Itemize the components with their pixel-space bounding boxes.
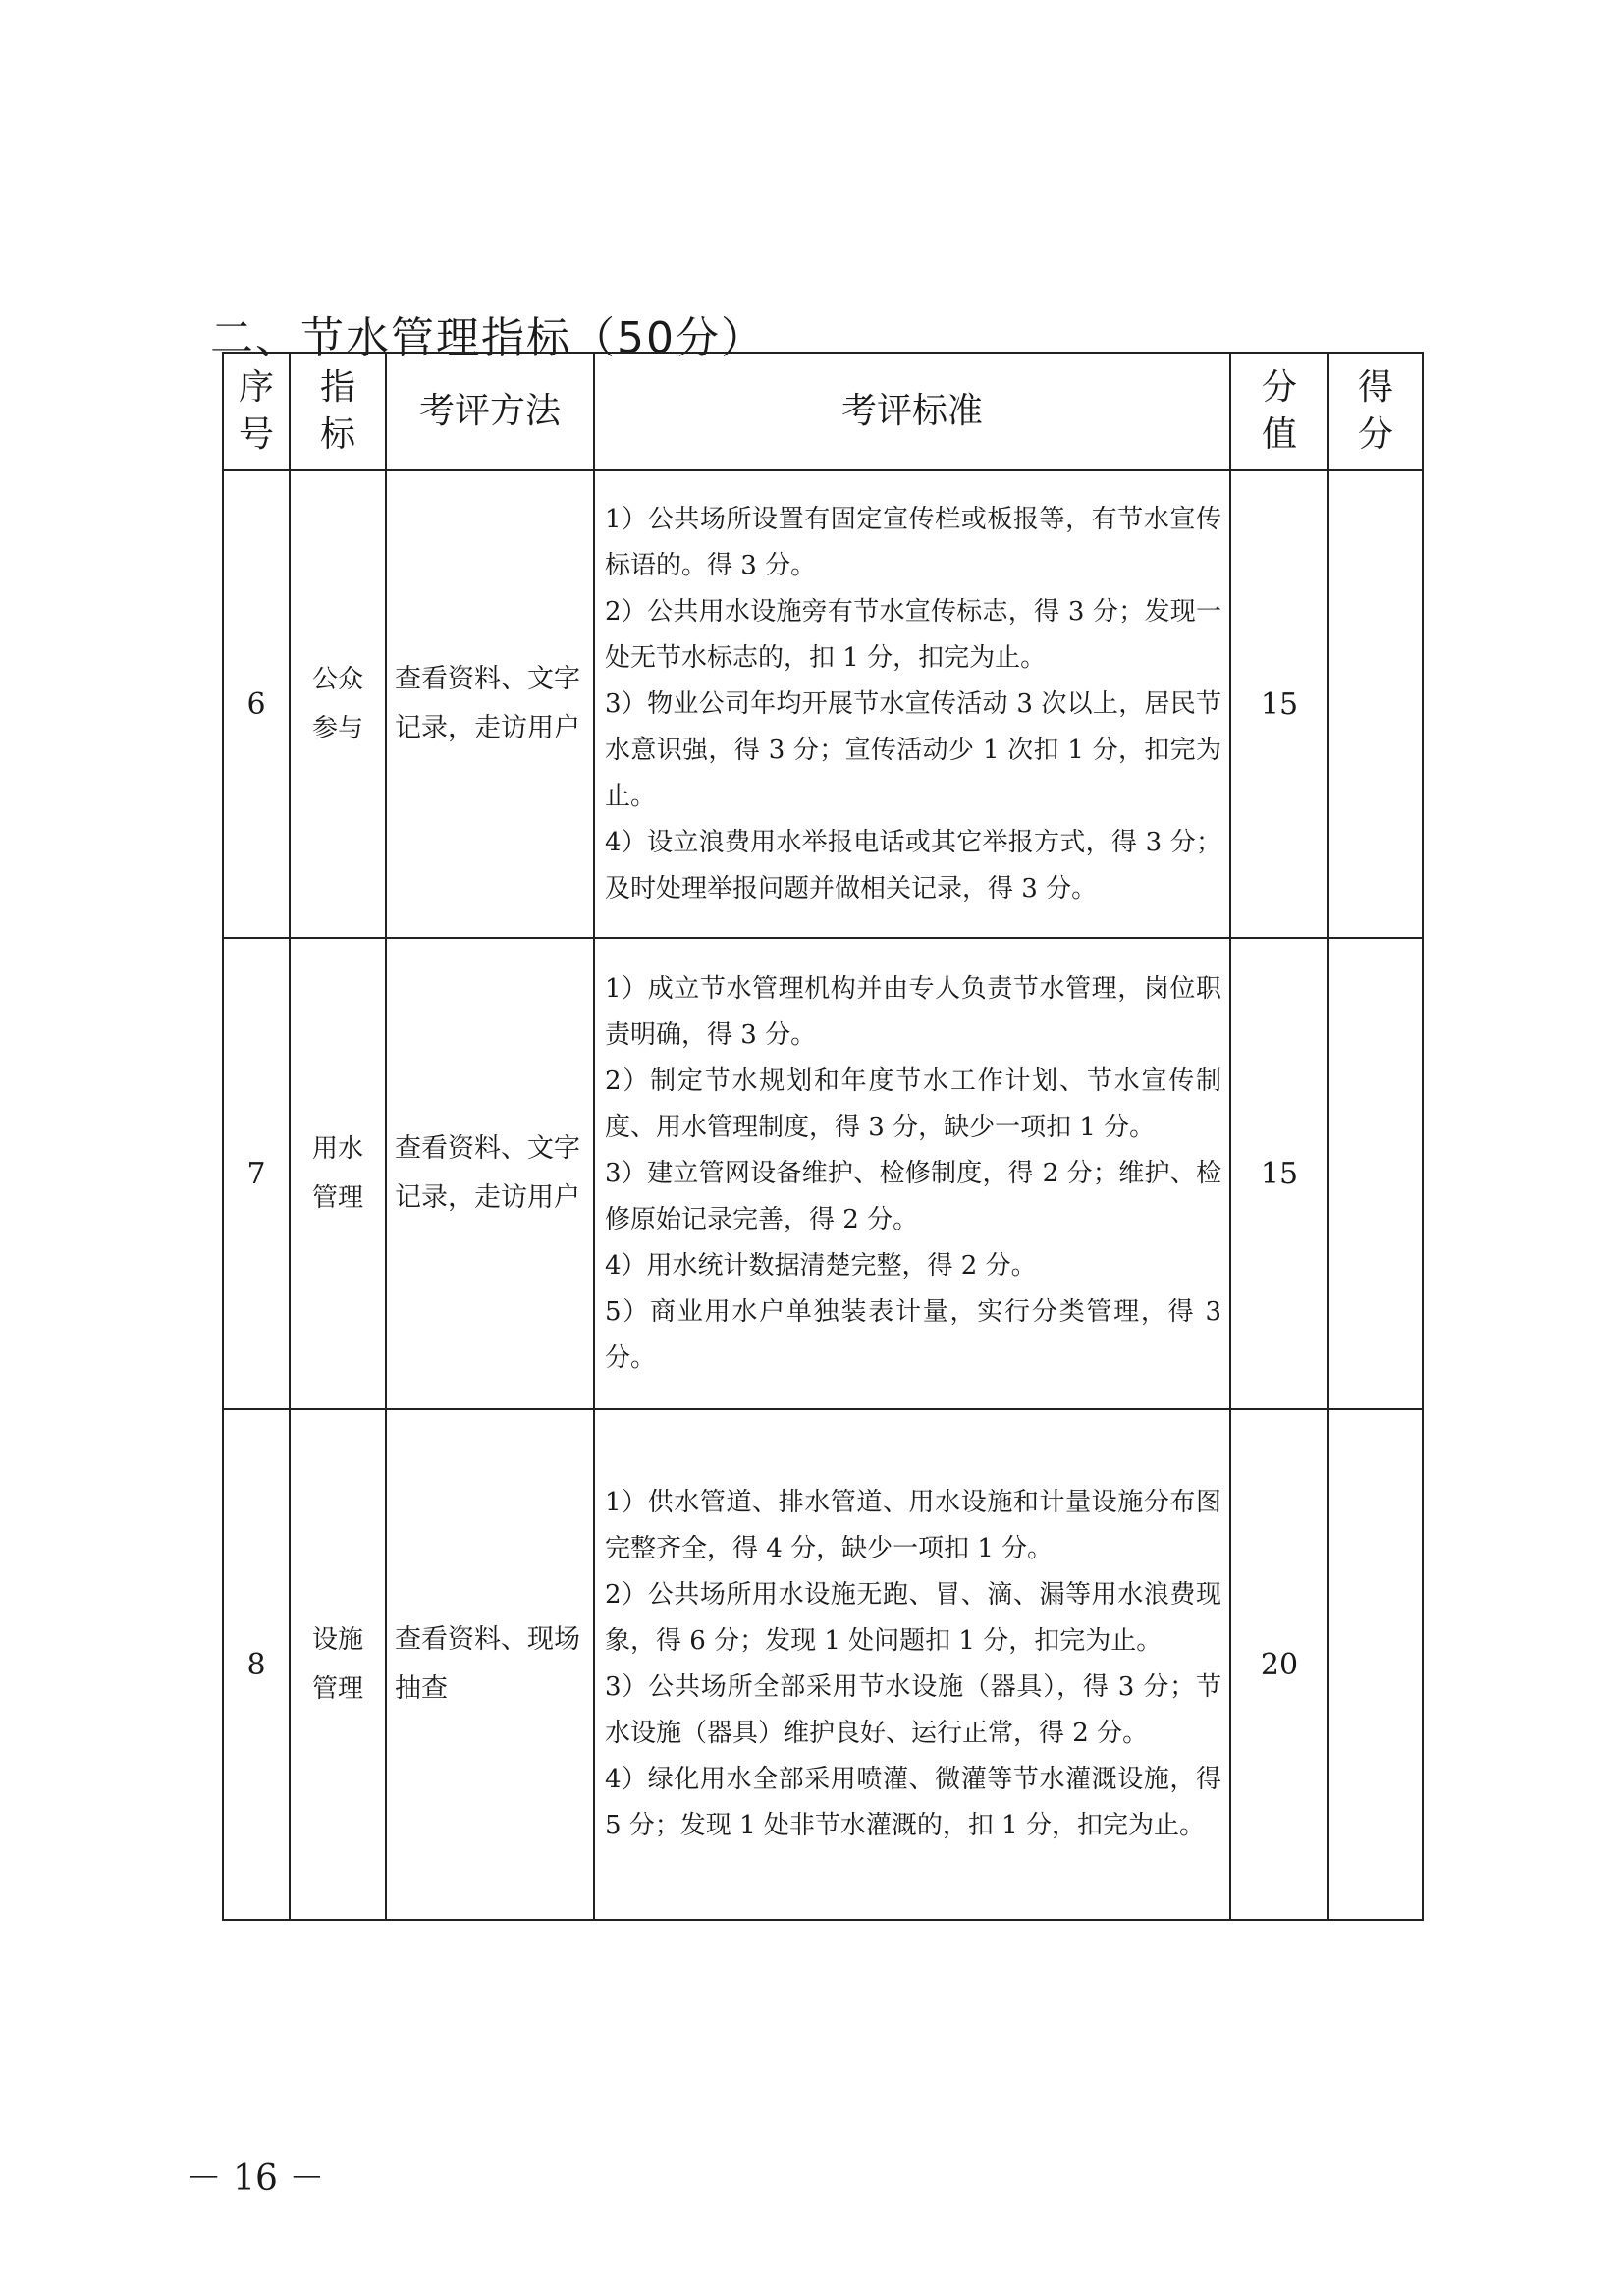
standard-item: 1）供水管道、排水管道、用水设施和计量设施分布图完整齐全，得 4 分，缺少一项扣 1 分。 (605, 1488, 1221, 1563)
standard-item: 3）公共场所全部采用节水设施（器具），得 3 分；节水设施（器具）维护良好、运行正常，得 2 分。 (605, 1672, 1221, 1748)
standard-item: 3）物业公司年均开展节水宣传活动 3 次以上，居民节水意识强，得 3 分；宣传活动少 1 次扣 1 分，扣完为止。 (605, 688, 1221, 811)
table-row (223, 470, 1423, 938)
row-indicator: 设施 管理 (290, 1409, 386, 1920)
row-standard (594, 938, 1230, 1409)
header-standard: 考评标准 (594, 353, 1230, 470)
row-indicator: 公众 参与 (290, 470, 386, 938)
water-management-table (222, 352, 1424, 1921)
standard-item: 5）商业用水户单独装表计量，实行分类管理，得 3 分。 (605, 1296, 1221, 1373)
table-row (223, 1409, 1423, 1920)
header-row (223, 353, 1423, 470)
row-value: 20 (1230, 1409, 1328, 1920)
row-method: 查看资料、文字记录，走访用户 (386, 470, 594, 938)
standard-item: 4）设立浪费用水举报电话或其它举报方式，得 3 分；及时处理举报问题并做相关记录，得 3 分。 (605, 827, 1221, 903)
row-score (1328, 470, 1423, 938)
row-indicator: 用水 管理 (290, 938, 386, 1409)
table-row (223, 938, 1423, 1409)
standard-item: 2）公共场所用水设施无跑、冒、滴、漏等用水浪费现象，得 6 分；发现 1 处问题扣 1 分，扣完为止。 (605, 1580, 1221, 1656)
standard-item: 2）公共用水设施旁有节水宣传标志，得 3 分；发现一处无节水标志的，扣 1 分，扣完为止。 (605, 596, 1221, 673)
section-title: 二、节水管理指标（50分） (210, 313, 766, 363)
standard-item: 1）公共场所设置有固定宣传栏或板报等，有节水宣传标语的。得 3 分。 (605, 504, 1221, 580)
row-seq: 6 (223, 470, 290, 938)
row-score (1328, 938, 1423, 1409)
row-method: 查看资料、文字记录，走访用户 (386, 938, 594, 1409)
row-method: 查看资料、现场抽查 (386, 1409, 594, 1920)
header-seq: 序 号 (223, 353, 290, 470)
header-indicator: 指 标 (290, 353, 386, 470)
standard-item: 3）建立管网设备维护、检修制度，得 2 分；维护、检修原始记录完善，得 2 分。 (605, 1158, 1221, 1234)
header-value: 分 值 (1230, 353, 1328, 470)
row-score (1328, 1409, 1423, 1920)
row-standard (594, 470, 1230, 938)
standard-item: 4）用水统计数据清楚完整，得 2 分。 (605, 1250, 1037, 1281)
row-value: 15 (1230, 470, 1328, 938)
row-standard (594, 1409, 1230, 1920)
page-number: － 16 － (186, 2159, 325, 2199)
standard-item: 2）制定节水规划和年度节水工作计划、节水宣传制度、用水管理制度，得 3 分，缺少一项扣 1 分。 (605, 1066, 1221, 1142)
standard-item: 4）绿化用水全部采用喷灌、微灌等节水灌溉设施，得 5 分；发现 1 处非节水灌溉的，扣 1 分，扣完为止。 (605, 1765, 1221, 1840)
standard-item: 1）成立节水管理机构并由专人负责节水管理，岗位职责明确，得 3 分。 (605, 973, 1221, 1050)
row-seq: 8 (223, 1409, 290, 1920)
header-score: 得 分 (1328, 353, 1423, 470)
row-seq: 7 (223, 938, 290, 1409)
header-method: 考评方法 (386, 353, 594, 470)
row-value: 15 (1230, 938, 1328, 1409)
